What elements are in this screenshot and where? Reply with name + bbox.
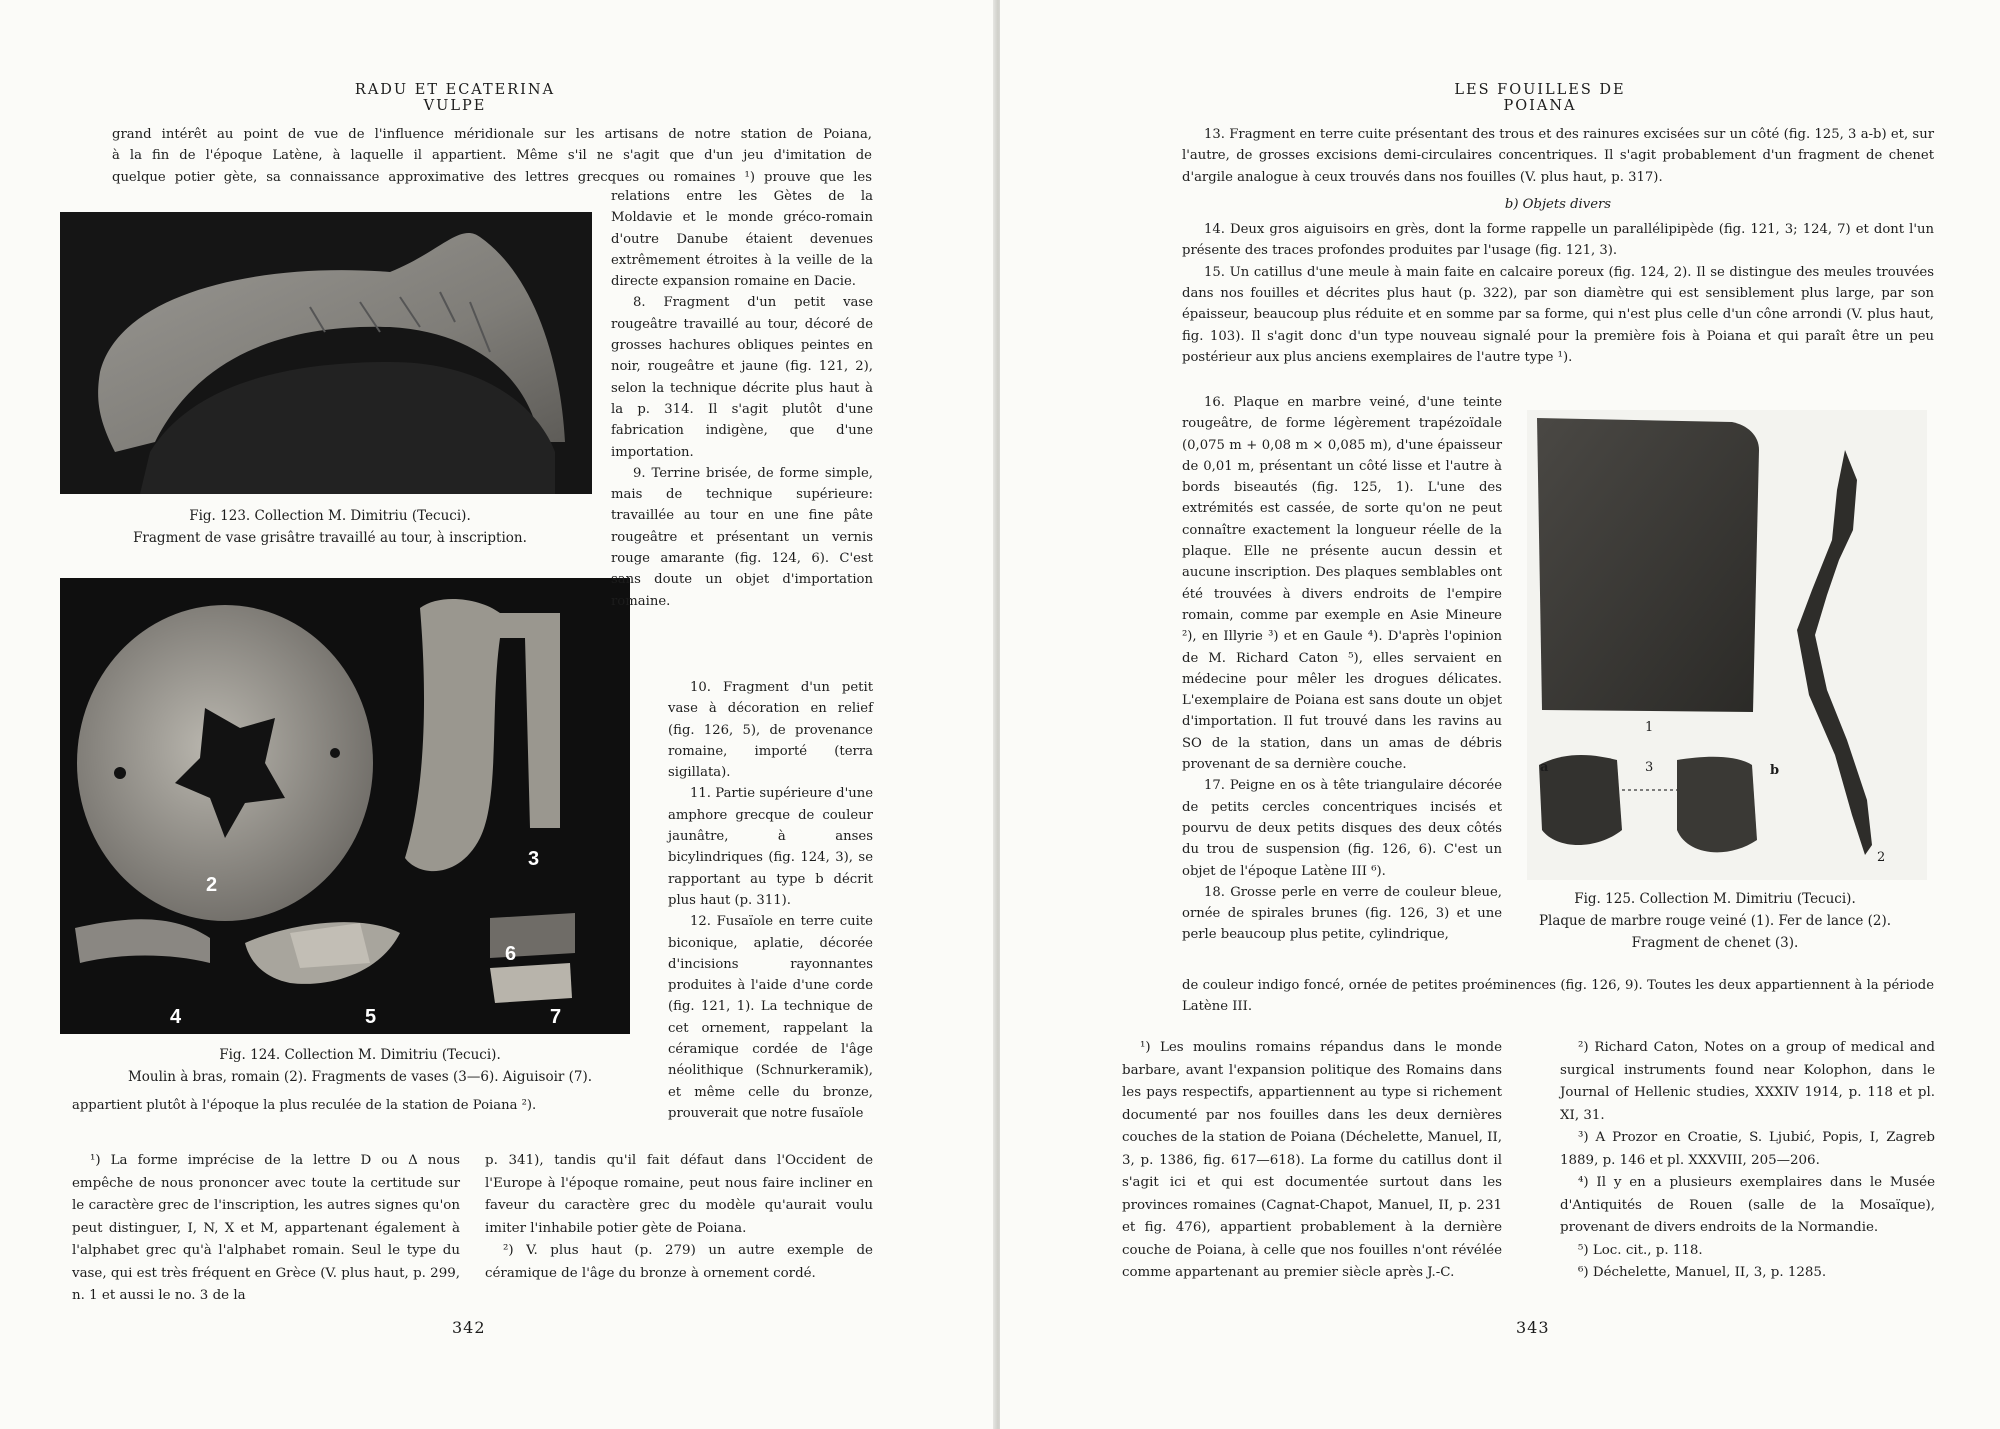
footnote: [1560, 1037, 1935, 1285]
text-line: à la fin de l'époque Latène, à laquelle il appartient. Même s'il ne s'agit que d'un jeu d'imitation de: [112, 148, 872, 164]
text-column: [1182, 392, 1502, 946]
footnote-text: p. 341), tandis qu'il fait défaut dans l'Occident de l'Europe à l'époque romaine, peut nous faire incliner en faveur du caractère grec du modèle qu'aurait voulu imiter l'inhabile potier gète de Poiana.: [485, 1153, 873, 1236]
figure-label: 6: [505, 943, 517, 965]
caption-line: Moulin à bras, romain (2). Fragments de vases (3—6). Aiguisoir (7).: [127, 1069, 593, 1085]
text-block: [1182, 124, 1934, 368]
footnote-text: ⁴) Il y en a plusieurs exemplaires dans le Musée d'Antiquités de Rouen (salle de la Mosaïque), provenant de divers endroits de la Normandie.: [1560, 1175, 1935, 1235]
paragraph-continuation: de couleur indigo foncé, ornée de petites proéminences (fig. 126, 9). Toutes les deux appartiennent à la période Latène III.: [1182, 978, 1934, 1015]
paragraph: relations entre les Gètes de la Moldavie et le monde gréco-romain d'outre Danube étaient devenues extrêmement étroites à la veille de la directe expansion romaine en Dacie.: [611, 189, 873, 290]
footnote-text: ²) Richard Caton, Notes on a group of medical and surgical instruments found near Kolophon, dans le Journal of Hellenic studies, XXXIV 1914, p. 118 et pl. XI, 31.: [1560, 1040, 1935, 1123]
page-number: 343: [1516, 1318, 1550, 1337]
intro-text: [112, 124, 872, 188]
paragraph: 14. Deux gros aiguisoirs en grès, dont la forme rappelle un parallélipipède (fig. 121, 3; 124, 7) et dont l'un présente des traces profondes produites par l'usage (fig. 121, 3).: [1182, 222, 1934, 259]
vase-fragment-graphic: [60, 212, 592, 494]
figure-label: b: [1770, 763, 1780, 778]
figure-label: 3: [1645, 760, 1654, 775]
text-line: quelque potier gète, sa connaissance approximative des lettres grecques ou romaines ¹) prouve que les: [112, 169, 872, 185]
paragraph: 15. Un catillus d'une meule à main faite en calcaire poreux (fig. 124, 2). Il se distingue des meules trouvées dans nos fouilles et décrites plus haut (p. 322), par son diamètre qui est sensiblement plus large, par son épaisseur, beaucoup plus réduite et en somme par sa forme, qui n'est plus celle d'un cône arrondi (V. plus haut, fig. 103). Il s'agit donc d'un type nouveau signalé pour la première fois à Poiana et qui paraît être un peu postérieur aux plus anciens exemplaires de l'autre type ¹).: [1182, 264, 1934, 365]
chenet-fragment-a: [1539, 755, 1622, 845]
figure-123-caption: [100, 505, 560, 549]
figure-label: 7: [550, 1006, 562, 1028]
figure-124-caption: [100, 1044, 620, 1088]
figure-label: 3: [528, 848, 540, 870]
figure-label: 2: [1877, 850, 1886, 865]
millstone-and-fragments-graphic: [60, 578, 630, 1034]
footnote-text: ¹) La forme imprécise de la lettre D ou Δ nous empêche de nous prononcer avec toute la certitude sur le caractère grec de l'inscription, les autres signes qu'on peut distinguer, I, N, X et M, appartenant également à l'alphabet grec qu'à l'alphabet romain. Seul le type du vase, qui est très fréquent en Grèce (V. plus haut, p. 299, n. 1 et aussi le no. 3 de la: [72, 1153, 460, 1303]
marble-plaque-shape: [1537, 418, 1759, 712]
running-head: RADU ET ECATERINA VULPE: [354, 82, 556, 114]
amphora-shape: [405, 599, 560, 871]
figure-123-image: [60, 212, 592, 494]
paragraph: 18. Grosse perle en verre de couleur bleue, ornée de spirales brunes (fig. 126, 3) et une perle beaucoup plus petite, cylindrique,: [1182, 884, 1502, 943]
figure-label: 1: [1645, 720, 1654, 735]
footnote-text: ¹) Les moulins romains répandus dans le monde barbare, avant l'expansion politique des Romains dans les pays respectifs, appartiennent au type si richement documenté par nos fouilles dans les deux dernières couches de la station de Poiana (Déchelette, Manuel, II, 3, p. 1386, fig. 617—618). La forme du catillus dont il s'agit ici et qui est documentée surtout dans les provinces romaines (Cagnat-Chapot, Manuel, II, p. 231 et fig. 476), appartient probablement à la dernière couche de Poiana, à celle que nos fouilles n'ont révélée comme appartenant au premier siècle après J.-C.: [1122, 1040, 1502, 1280]
footnote-text: ⁶) Déchelette, Manuel, II, 3, p. 1285.: [1578, 1265, 1827, 1280]
paragraph: 11. Partie supérieure d'une amphore grecque de couleur jaunâtre, à anses bicylindriques (fig. 124, 3), se rapportant au type b décrit plus haut (p. 311).: [668, 786, 873, 908]
text-line: grand intérêt au point de vue de l'influence méridionale sur les artisans de notre station de Poiana,: [112, 127, 872, 142]
left-page: [0, 0, 995, 1429]
figure-125-caption: [1510, 888, 1920, 954]
closing-line: appartient plutôt à l'époque la plus reculée de la station de Poiana ²).: [72, 1098, 537, 1113]
footnote-text: ³) A Prozor en Croatie, S. Ljubić, Popis, I, Zagreb 1889, p. 146 et pl. XXXVIII, 205—206.: [1560, 1130, 1935, 1168]
chenet-fragment-b: [1677, 757, 1757, 853]
figure-125-image: [1527, 410, 1927, 880]
footnote: [485, 1150, 873, 1285]
caption-line: Plaque de marbre rouge veiné (1). Fer de lance (2).: [1538, 913, 1892, 929]
caption-line: Fragment de vase grisâtre travaillé au tour, à inscription.: [133, 530, 527, 546]
paragraph: 8. Fragment d'un petit vase rougeâtre travaillé au tour, décoré de grosses hachures obliques peintes en noir, rougeâtre et jaune (fig. 121, 2), selon la technique décrite plus haut à la p. 314. Il s'agit plutôt d'une fabrication indigène, que d'une importation.: [611, 295, 873, 460]
figure-label: a: [1540, 760, 1549, 775]
caption-line: Fig. 123. Collection M. Dimitriu (Tecuci).: [189, 508, 471, 524]
paragraph: 17. Peigne en os à tête triangulaire décorée de petits cercles concentriques incisés et pourvu de deux petits disques des deux côtés du trou de suspension (fig. 126, 6). C'est un objet de l'époque Latène III ⁶).: [1182, 778, 1502, 879]
lance-head-shape: [1797, 450, 1872, 855]
paragraph: 13. Fragment en terre cuite présentant des trous et des rainures excisées sur un côté (fig. 125, 3 a-b) et, sur l'autre, de grosses excisions demi-circulaires concentriques. Il s'agit probablement d'un fragment de chenet d'argile analogue à ceux trouvés dans nos fouilles (V. plus haut, p. 317).: [1182, 127, 1934, 185]
paragraph: 16. Plaque en marbre veiné, d'une teinte rougeâtre, de forme légèrement trapézoïdale (0,075 m + 0,08 m × 0,085 m), d'une épaisseur de 0,01 m, présentant un côté lisse et l'autre à bords biseautés (fig. 125, 1). L'une des extrémités est cassée, de sorte qu'on ne peut connaître exactement la longueur réelle de la plaque. Elle ne présente aucun dessin et aucune inscription. Des plaques semblables ont été trouvées à divers endroits de l'empire romain, comme par exemple en Asie Mineure ²), en Illyrie ³) et en Gaule ⁴). D'après l'opinion de M. Richard Caton ⁵), elles servaient en médecine pour mêler les drogues délicates. L'exemplaire de Poiana est sans doute un objet d'importation. Il fut trouvé dans les ravins au SO de la station, dans un amas de débris provenant de sa dernière couche.: [1182, 395, 1502, 773]
page-number: 342: [452, 1318, 486, 1337]
footnote-text: ⁵) Loc. cit., p. 118.: [1578, 1242, 1703, 1258]
footnote: [72, 1150, 460, 1308]
plaque-and-lance-graphic: [1527, 410, 1927, 880]
paragraph: 9. Terrine brisée, de forme simple, mais de technique supérieure: travaillée au tour en une fine pâte rougeâtre et présentant un vernis rouge amarante (fig. 124, 6). C'est sans doute un objet d'importation romaine.: [611, 465, 873, 609]
footnote: [1122, 1037, 1502, 1285]
figure-124-image: [60, 578, 630, 1034]
paragraph: 12. Fusaïole en terre cuite biconique, aplatie, décorée d'incisions rayonnantes produites à l'aide d'une corde (fig. 121, 1). La technique de cet ornement, rappelant la céramique cordée de l'âge néolithique (Schnurkeramik), et même celle du bronze, prouverait que notre fusaïole: [668, 914, 873, 1121]
figure-label: 2: [206, 874, 218, 896]
text-column: [668, 677, 873, 1124]
running-head: LES FOUILLES DE POIANA: [1454, 82, 1626, 114]
right-page: [1000, 0, 2000, 1429]
text-column: [611, 186, 873, 612]
caption-line: Fig. 124. Collection M. Dimitriu (Tecuci).: [219, 1047, 501, 1063]
figure-label: 4: [170, 1006, 182, 1028]
caption-line: Fig. 125. Collection M. Dimitriu (Tecuci).: [1574, 891, 1856, 907]
paragraph: 10. Fragment d'un petit vase à décoration en relief (fig. 126, 5), de provenance romaine, importé (terra sigillata).: [668, 680, 873, 781]
caption-line: Fragment de chenet (3).: [1631, 935, 1799, 951]
subheading: b) Objets divers: [1504, 196, 1612, 212]
figure-label: 5: [365, 1006, 377, 1028]
footnote-text: ²) V. plus haut (p. 279) un autre exemple de céramique de l'âge du bronze à ornement cordé.: [485, 1243, 873, 1281]
